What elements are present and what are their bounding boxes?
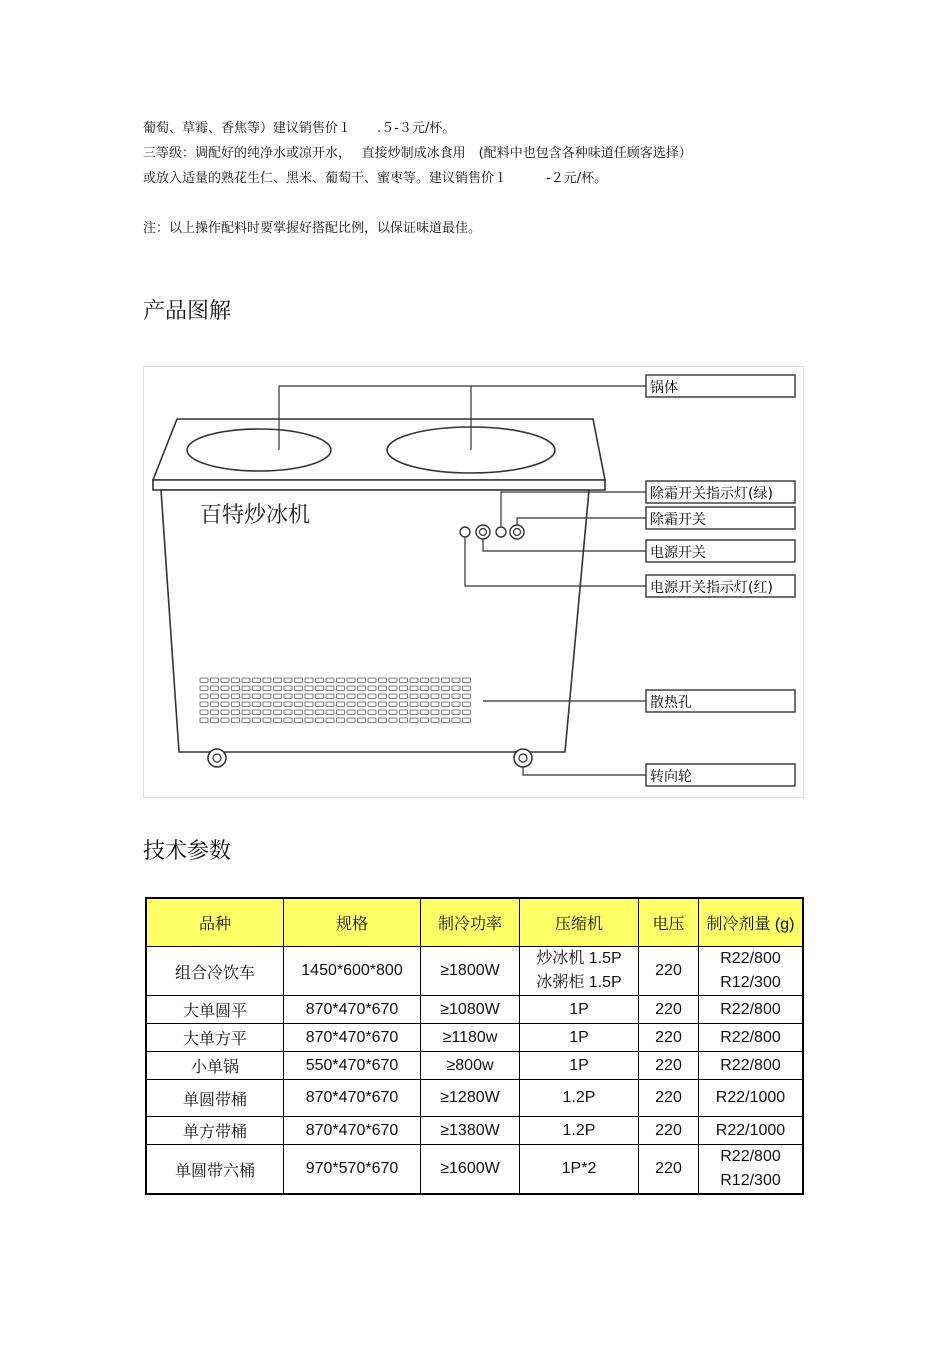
vent-slot	[337, 678, 345, 683]
cell-refrigerant-line-2: R12/300	[720, 1172, 781, 1189]
vent-slot	[305, 686, 313, 691]
vent-slot	[431, 702, 439, 707]
cell-power: ≥1180w	[421, 1024, 520, 1052]
vent-slot	[337, 686, 345, 691]
vent-slot	[358, 678, 366, 683]
vent-slot	[232, 710, 240, 715]
vent-slot	[347, 694, 355, 699]
vent-slot	[253, 718, 261, 723]
vent-slot	[358, 686, 366, 691]
vent-slot	[211, 686, 219, 691]
label-caster: 转向轮	[650, 769, 692, 785]
vent-slot	[263, 718, 271, 723]
cell-refrigerant: R22/1000	[699, 1117, 804, 1145]
vent-slot	[295, 702, 303, 707]
vent-slot	[337, 702, 345, 707]
specs-table	[145, 897, 804, 1195]
vent-slot	[221, 718, 229, 723]
vent-slot	[400, 702, 408, 707]
vent-slot	[368, 686, 376, 691]
vent-slot	[452, 694, 460, 699]
vent-slot	[442, 686, 450, 691]
vent-slot	[274, 702, 282, 707]
vent-slot	[379, 702, 387, 707]
vent-slot	[295, 718, 303, 723]
vent-slot	[200, 710, 208, 715]
vent-slot	[463, 678, 471, 683]
table-row	[146, 1080, 803, 1117]
vent-slot	[421, 686, 429, 691]
vent-slot	[263, 702, 271, 707]
vent-slot	[326, 678, 334, 683]
vent-slot	[263, 686, 271, 691]
vent-slot	[431, 710, 439, 715]
note-line: 注：以上操作配料时要掌握好搭配比例，以保证味道最佳。	[143, 221, 482, 236]
table-row	[146, 947, 803, 996]
cell-voltage: 220	[639, 1052, 699, 1080]
cell-power: ≥1380W	[421, 1117, 520, 1145]
cell-compressor-line-1: 炒冰机 1.5P	[536, 950, 622, 967]
vent-slot	[305, 718, 313, 723]
vent-slot	[305, 710, 313, 715]
col-header-variety: 品种	[146, 898, 284, 947]
cell-variety: 小单锅	[146, 1052, 284, 1080]
vent-slot	[200, 702, 208, 707]
vent-slot	[442, 678, 450, 683]
vent-slot	[463, 718, 471, 723]
vent-slot	[295, 686, 303, 691]
table-header-row	[146, 898, 803, 947]
vent-slot	[463, 710, 471, 715]
diagram-heading: 产品图解	[143, 299, 232, 324]
vent-slot	[400, 678, 408, 683]
vent-slot	[400, 718, 408, 723]
col-header-refrigerant: 制冷剂量 (g)	[699, 898, 804, 947]
vent-slot	[347, 718, 355, 723]
cell-variety: 单方带桶	[146, 1117, 284, 1145]
vent-slot	[211, 710, 219, 715]
cell-compressor: 1P	[520, 1052, 639, 1080]
vent-slot	[284, 710, 292, 715]
vent-slot	[326, 686, 334, 691]
vent-slot	[211, 702, 219, 707]
vent-slot	[211, 718, 219, 723]
vent-slot	[242, 718, 250, 723]
col-header-compressor: 压缩机	[520, 898, 639, 947]
table-row	[146, 1117, 803, 1145]
product-diagram	[143, 366, 804, 798]
vent-slot	[305, 678, 313, 683]
vent-slot	[295, 694, 303, 699]
vent-slot	[410, 710, 418, 715]
cell-compressor: 1.2P	[520, 1080, 639, 1117]
cell-size: 870*470*670	[284, 1024, 421, 1052]
vent-slot	[232, 678, 240, 683]
label-power-switch: 电源开关	[650, 545, 706, 561]
vent-slot	[389, 686, 397, 691]
vent-slot	[368, 710, 376, 715]
vent-slot	[326, 702, 334, 707]
vent-slot	[368, 678, 376, 683]
table-row	[146, 1145, 803, 1195]
vent-slot	[242, 710, 250, 715]
vent-slot	[316, 710, 324, 715]
vent-slot	[400, 694, 408, 699]
vent-slot	[410, 718, 418, 723]
vent-slot	[379, 710, 387, 715]
col-header-voltage: 电压	[639, 898, 699, 947]
vent-slot	[295, 710, 303, 715]
vent-slot	[200, 718, 208, 723]
vent-slot	[211, 678, 219, 683]
cell-power: ≥800w	[421, 1052, 520, 1080]
cell-voltage: 220	[639, 1117, 699, 1145]
cell-size: 870*470*670	[284, 1080, 421, 1117]
cell-size: 870*470*670	[284, 1117, 421, 1145]
vent-slot	[242, 702, 250, 707]
intro-line-2: 三等级：调配好的纯净水或凉开水， 直接炒制成冰食用 (配料中也包含各种味道任顾客选择）	[143, 146, 692, 161]
cell-refrigerant	[699, 1145, 804, 1195]
vent-slot	[200, 686, 208, 691]
cell-size: 550*470*670	[284, 1052, 421, 1080]
vent-slot	[358, 718, 366, 723]
vent-slot	[421, 718, 429, 723]
vent-slot	[242, 686, 250, 691]
vent-slot	[253, 710, 261, 715]
vent-slot	[410, 686, 418, 691]
cell-power: ≥1800W	[421, 947, 520, 996]
vent-slot	[431, 718, 439, 723]
vent-slot	[274, 718, 282, 723]
vent-slot	[347, 702, 355, 707]
power-indicator-light	[460, 527, 470, 537]
vent-slot	[389, 702, 397, 707]
cell-voltage: 220	[639, 1080, 699, 1117]
cell-refrigerant: R22/1000	[699, 1080, 804, 1117]
vent-slot	[358, 710, 366, 715]
vent-slot	[379, 718, 387, 723]
vent-slot	[284, 678, 292, 683]
specs-heading: 技术参数	[143, 839, 232, 864]
vent-slot	[316, 678, 324, 683]
cell-refrigerant-line-1: R22/800	[720, 1148, 781, 1165]
vent-slot	[253, 694, 261, 699]
vent-slot	[389, 694, 397, 699]
vent-slot	[274, 710, 282, 715]
cell-size: 970*570*670	[284, 1145, 421, 1195]
cell-power: ≥1280W	[421, 1080, 520, 1117]
vent-slot	[253, 686, 261, 691]
machine-illustration	[143, 366, 804, 798]
table-row	[146, 996, 803, 1024]
vent-slot	[379, 678, 387, 683]
col-header-size: 规格	[284, 898, 421, 947]
table-row	[146, 1024, 803, 1052]
cell-power: ≥1080W	[421, 996, 520, 1024]
cell-compressor	[520, 947, 639, 996]
cell-variety: 大单方平	[146, 1024, 284, 1052]
vent-slot	[316, 686, 324, 691]
vent-slot	[389, 718, 397, 723]
vent-slot	[379, 686, 387, 691]
vent-slot	[337, 694, 345, 699]
vent-slot	[263, 694, 271, 699]
defrost-indicator-light	[496, 527, 506, 537]
cell-voltage: 220	[639, 1145, 699, 1195]
vent-slot	[200, 694, 208, 699]
cell-refrigerant-line-1: R22/800	[720, 950, 781, 967]
vent-slot	[326, 710, 334, 715]
vent-slot	[242, 678, 250, 683]
vent-slot	[431, 678, 439, 683]
vent-slot	[463, 694, 471, 699]
cell-compressor: 1P	[520, 1024, 639, 1052]
cell-refrigerant-line-2: R12/300	[720, 974, 781, 991]
vent-slot	[347, 686, 355, 691]
vent-slot	[221, 710, 229, 715]
vent-slot	[431, 694, 439, 699]
vent-slot	[274, 686, 282, 691]
vent-slot	[431, 686, 439, 691]
vent-slot	[358, 694, 366, 699]
vent-slot	[379, 694, 387, 699]
cell-voltage: 220	[639, 947, 699, 996]
vent-slot	[410, 702, 418, 707]
vent-slot	[442, 718, 450, 723]
vent-slot	[400, 686, 408, 691]
vent-slot	[452, 686, 460, 691]
vent-slot	[421, 694, 429, 699]
vent-slot	[221, 702, 229, 707]
vent-slot	[326, 718, 334, 723]
vent-slot	[316, 718, 324, 723]
label-power-indicator: 电源开关指示灯(红)	[650, 580, 773, 596]
vent-slot	[232, 694, 240, 699]
vent-slot	[242, 694, 250, 699]
cell-variety: 组合冷饮车	[146, 947, 284, 996]
vent-slot	[274, 678, 282, 683]
vent-slot	[410, 678, 418, 683]
vent-slot	[263, 710, 271, 715]
vent-slot	[442, 694, 450, 699]
vent-slot	[452, 718, 460, 723]
vent-slot	[368, 718, 376, 723]
cell-voltage: 220	[639, 996, 699, 1024]
cell-variety: 单圆带桶	[146, 1080, 284, 1117]
vent-slot	[263, 678, 271, 683]
intro-line-1: 葡萄、草霉、香焦等）建议销售价１ .５-３元/杯。	[143, 121, 456, 136]
vent-slot	[421, 678, 429, 683]
vent-slot	[368, 694, 376, 699]
vent-slot	[368, 702, 376, 707]
vent-slot	[316, 702, 324, 707]
table-row	[146, 1052, 803, 1080]
cell-refrigerant: R22/800	[699, 1024, 804, 1052]
vent-slot	[211, 694, 219, 699]
vent-slot	[316, 694, 324, 699]
col-header-power: 制冷功率	[421, 898, 520, 947]
label-pot: 锅体	[650, 380, 678, 396]
vent-slot	[442, 710, 450, 715]
vent-slot	[358, 702, 366, 707]
cell-power: ≥1600W	[421, 1145, 520, 1195]
vent-slot	[221, 694, 229, 699]
cell-compressor: 1P*2	[520, 1145, 639, 1195]
vent-slot	[442, 702, 450, 707]
pot-left	[187, 429, 331, 471]
cell-refrigerant: R22/800	[699, 996, 804, 1024]
cell-compressor: 1.2P	[520, 1117, 639, 1145]
cell-size: 1450*600*800	[284, 947, 421, 996]
label-vents: 散热孔	[650, 695, 692, 711]
vent-slot	[274, 694, 282, 699]
vent-slot	[400, 710, 408, 715]
vent-slot	[305, 694, 313, 699]
vent-slot	[284, 702, 292, 707]
label-defrost-indicator: 除霜开关指示灯(绿)	[650, 486, 773, 502]
vent-slot	[347, 678, 355, 683]
vent-slot	[200, 678, 208, 683]
vent-slot	[389, 678, 397, 683]
vent-slot	[452, 710, 460, 715]
intro-line-3: 或放入适量的熟花生仁、黑米、葡萄干、蜜枣等。建议销售价１ -２元/杯。	[143, 171, 608, 186]
vent-slot	[295, 678, 303, 683]
vent-slot	[463, 686, 471, 691]
vent-slot	[463, 702, 471, 707]
vent-slot	[410, 694, 418, 699]
vent-slot	[284, 718, 292, 723]
cell-voltage: 220	[639, 1024, 699, 1052]
vent-slot	[347, 710, 355, 715]
vent-slot	[389, 710, 397, 715]
label-defrost-switch: 除霜开关	[650, 512, 706, 528]
cell-size: 870*470*670	[284, 996, 421, 1024]
cell-refrigerant: R22/800	[699, 1052, 804, 1080]
vent-slot	[421, 710, 429, 715]
vent-slot	[253, 678, 261, 683]
vent-slot	[232, 686, 240, 691]
vent-slot	[421, 702, 429, 707]
machine-name: 百特炒冰机	[200, 503, 311, 528]
vent-slot	[253, 702, 261, 707]
cell-variety: 单圆带六桶	[146, 1145, 284, 1195]
vent-slot	[337, 710, 345, 715]
cell-variety: 大单圆平	[146, 996, 284, 1024]
vent-slot	[326, 694, 334, 699]
vent-slot	[452, 702, 460, 707]
vent-slot	[337, 718, 345, 723]
cell-compressor-line-2: 冰粥柜 1.5P	[536, 974, 622, 991]
vent-slot	[284, 694, 292, 699]
vent-slot	[284, 686, 292, 691]
vent-slot	[452, 678, 460, 683]
vent-slot	[232, 718, 240, 723]
vent-slot	[221, 686, 229, 691]
cell-compressor: 1P	[520, 996, 639, 1024]
cell-refrigerant	[699, 947, 804, 996]
vent-slot	[305, 702, 313, 707]
vent-slot	[232, 702, 240, 707]
vent-slot	[221, 678, 229, 683]
